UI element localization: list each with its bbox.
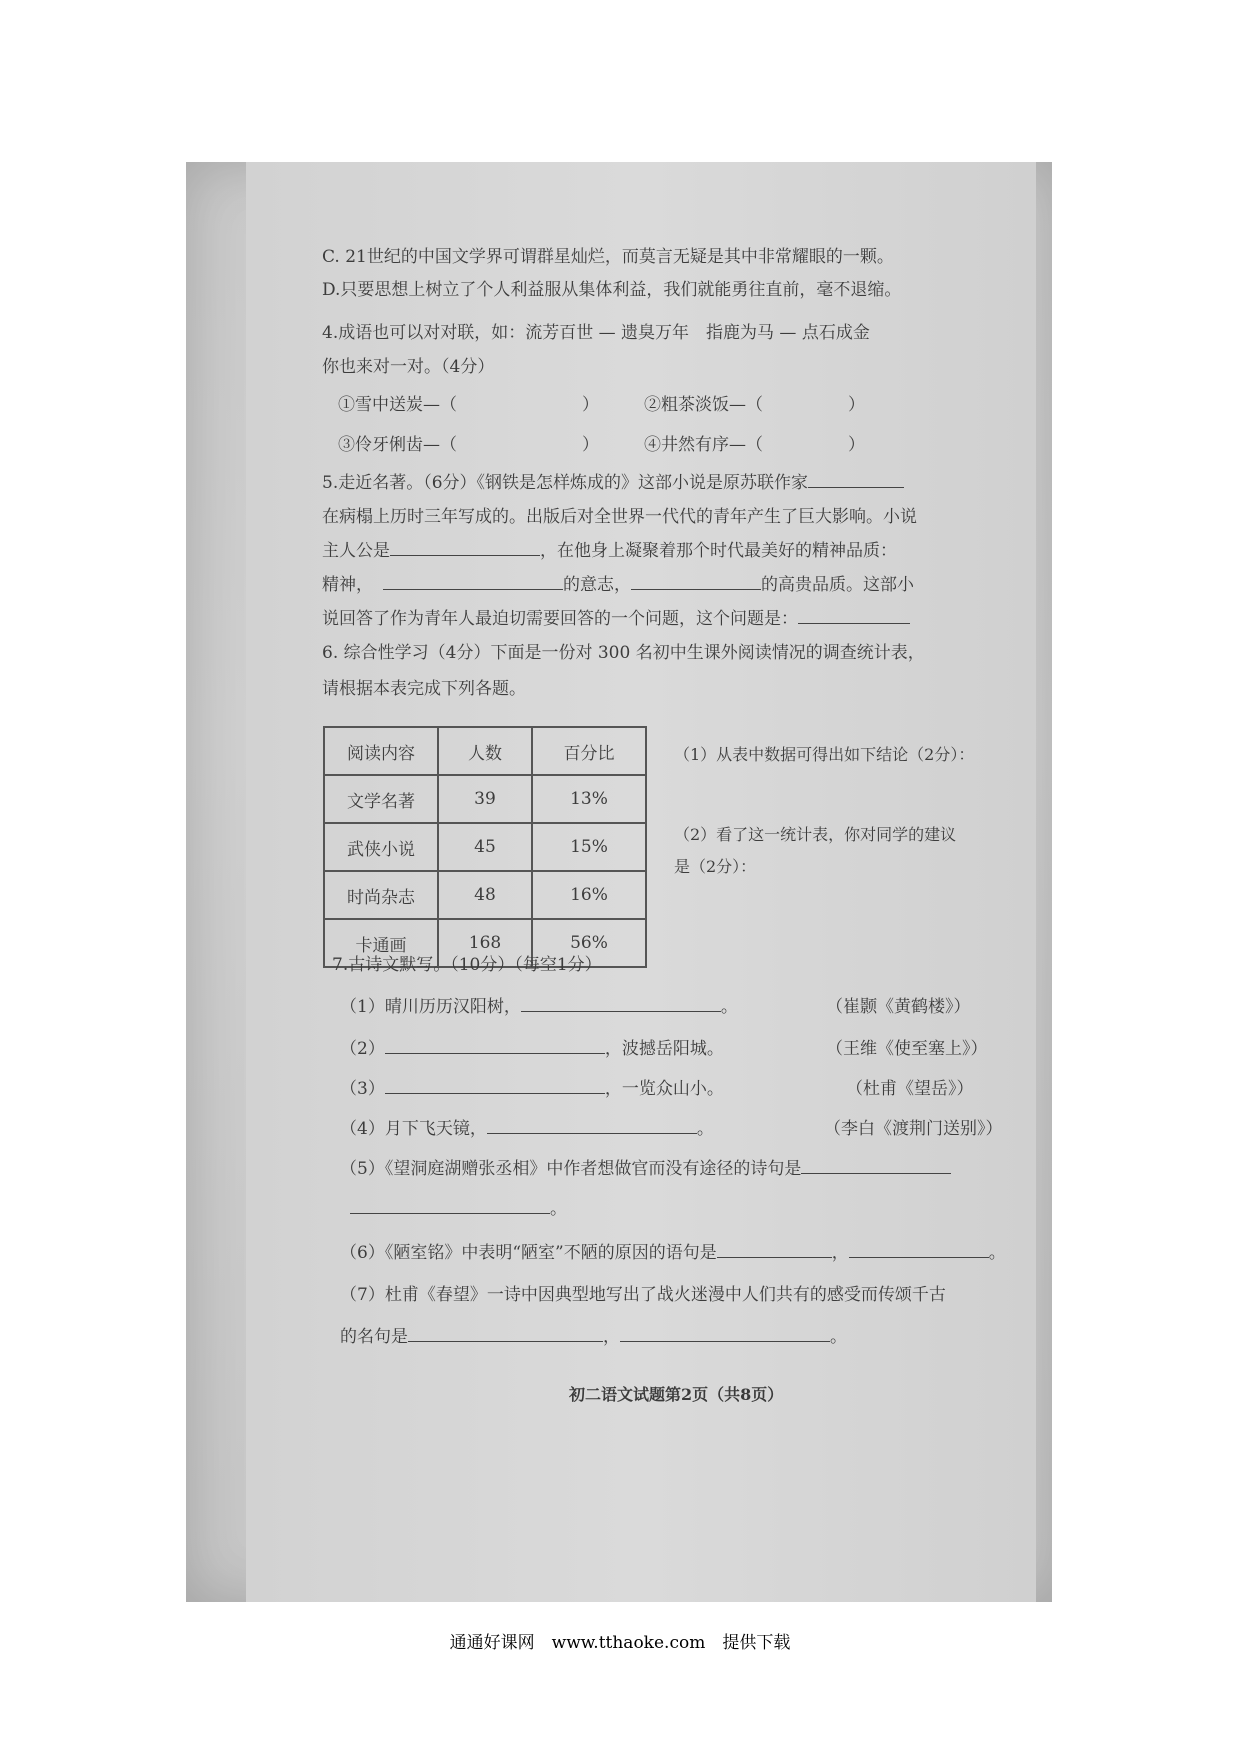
q5-line-5: 说回答了作为青年人最迫切需要回答的一个问题，这个问题是：: [322, 604, 910, 629]
table-cell: 39: [438, 775, 532, 823]
q7-line-6: （6）《陋室铭》中表明“陋室”不陋的原因的语句是 ， 。: [340, 1243, 1006, 1263]
q5-quality-blank[interactable]: [631, 575, 761, 590]
page-footer: 初二语文试题第2页（共8页）: [569, 1385, 784, 1404]
q7-line-2: （2） ，波撼岳阳城。: [340, 1039, 724, 1059]
q6-line-1: 6. 综合性学习（4分）下面是一份对 300 名初中生课外阅读情况的调查统计表，: [322, 643, 925, 663]
table-cell: 卡通画: [324, 919, 438, 967]
exam-paper: [246, 162, 1036, 1602]
q7-source-4: （李白《渡荆门送别》）: [824, 1119, 1003, 1139]
reading-survey-table: [323, 726, 647, 968]
q4-item-2: ②粗茶淡饭—（ ）: [644, 395, 865, 415]
q5-protagonist-blank[interactable]: [390, 541, 540, 556]
table-cell: 168: [438, 919, 532, 967]
q7-source-3: （杜甫《望岳》）: [846, 1079, 974, 1099]
site-credit: 通通好课网 www.tthaoke.com 提供下载: [449, 1633, 791, 1653]
q7-blank-6a[interactable]: [717, 1243, 832, 1258]
table-cell: 48: [438, 871, 532, 919]
q7-blank-7a[interactable]: [408, 1327, 603, 1342]
q7-blank-2[interactable]: [385, 1039, 605, 1054]
q7-blank-5b[interactable]: [350, 1199, 550, 1214]
q5-line-1: 5.走近名著。（6分）《钢铁是怎样炼成的》这部小说是原苏联作家: [322, 468, 904, 493]
q4-item-1-label: ①雪中送炭—（: [338, 395, 457, 415]
q3-option-d: D.只要思想上树立了个人利益服从集体利益，我们就能勇往直前，毫不退缩。: [322, 280, 902, 300]
q4-prompt: 4.成语也可以对对联，如：流芳百世 — 遗臭万年 指鹿为马 — 点石成金: [322, 323, 870, 343]
q4-item-4: ④井然有序—（ ）: [644, 435, 865, 455]
table-row: [324, 823, 646, 871]
q4-item-3: ③伶牙俐齿—（ ）: [338, 435, 599, 455]
q7-line-3: （3） ，一览众山小。: [340, 1079, 724, 1099]
q4-item-4-label: ④井然有序—（: [644, 435, 763, 455]
table-cell: 13%: [532, 775, 646, 823]
q5-author-blank[interactable]: [808, 473, 904, 488]
q7-blank-1[interactable]: [521, 997, 721, 1012]
table-cell: 时尚杂志: [324, 871, 438, 919]
q3-option-c: C. 21世纪的中国文学界可谓群星灿烂，而莫言无疑是其中非常耀眼的一颗。: [322, 247, 894, 267]
table-header: 百分比: [532, 727, 646, 775]
q6-line-2: 请根据本表完成下列各题。: [322, 679, 526, 699]
q7-line-7b: 的名句是 ， 。: [340, 1327, 847, 1347]
q5-will-blank[interactable]: [383, 575, 563, 590]
q7-source-1: （崔颢《黄鹤楼》）: [826, 997, 971, 1017]
table-cell: 45: [438, 823, 532, 871]
scanned-photo: [186, 162, 1052, 1602]
q7-blank-6b[interactable]: [849, 1243, 989, 1258]
table-header-row: [324, 727, 646, 775]
q7-blank-5a[interactable]: [801, 1159, 951, 1174]
q7-line-1: （1）晴川历历汉阳树， 。: [340, 997, 738, 1017]
q4-instruction: 你也来对一对。（4分）: [322, 357, 495, 377]
table-cell: 56%: [532, 919, 646, 967]
q7-line-4: （4）月下飞天镜， 。: [340, 1119, 714, 1139]
table-cell: 文学名著: [324, 775, 438, 823]
q4-item-2-label: ②粗茶淡饭—（: [644, 395, 763, 415]
table-header: 人数: [438, 727, 532, 775]
q7-title: 7.古诗文默写。（10分）（每空1分）: [332, 955, 602, 975]
table-row: [324, 775, 646, 823]
q7-line-7: （7）杜甫《春望》一诗中因典型地写出了战火迷漫中人们共有的感受而传颂千古: [340, 1285, 946, 1305]
q4-item-1: ①雪中送炭—（ ）: [338, 395, 599, 415]
table-cell: 15%: [532, 823, 646, 871]
q6-sub-2a: （2）看了这一统计表，你对同学的建议: [674, 825, 957, 844]
table-cell: 16%: [532, 871, 646, 919]
q6-sub-2b: 是（2分）：: [674, 857, 757, 876]
q7-blank-3[interactable]: [385, 1079, 605, 1094]
q5-line-2: 在病榻上历时三年写成的。出版后对全世界一代代的青年产生了巨大影响。小说: [322, 507, 917, 527]
table-header: 阅读内容: [324, 727, 438, 775]
table-row: [324, 871, 646, 919]
q5-line-4: 精神， 的意志， 的高贵品质。这部小: [322, 575, 914, 595]
q7-source-2: （王维《使至塞上》）: [826, 1039, 988, 1059]
q7-line-5b: 。: [350, 1194, 567, 1219]
q5-line-3: 主人公是 ，在他身上凝聚着那个时代最美好的精神品质：: [322, 541, 897, 561]
table-cell: 武侠小说: [324, 823, 438, 871]
q7-blank-7b[interactable]: [620, 1327, 830, 1342]
q7-line-5: （5）《望洞庭湖赠张丞相》中作者想做官而没有途径的诗句是: [340, 1154, 951, 1179]
q5-question-blank[interactable]: [798, 609, 910, 624]
q4-item-3-label: ③伶牙俐齿—（: [338, 435, 457, 455]
q7-blank-4[interactable]: [487, 1119, 697, 1134]
q6-sub-1: （1）从表中数据可得出如下结论（2分）：: [674, 745, 975, 764]
